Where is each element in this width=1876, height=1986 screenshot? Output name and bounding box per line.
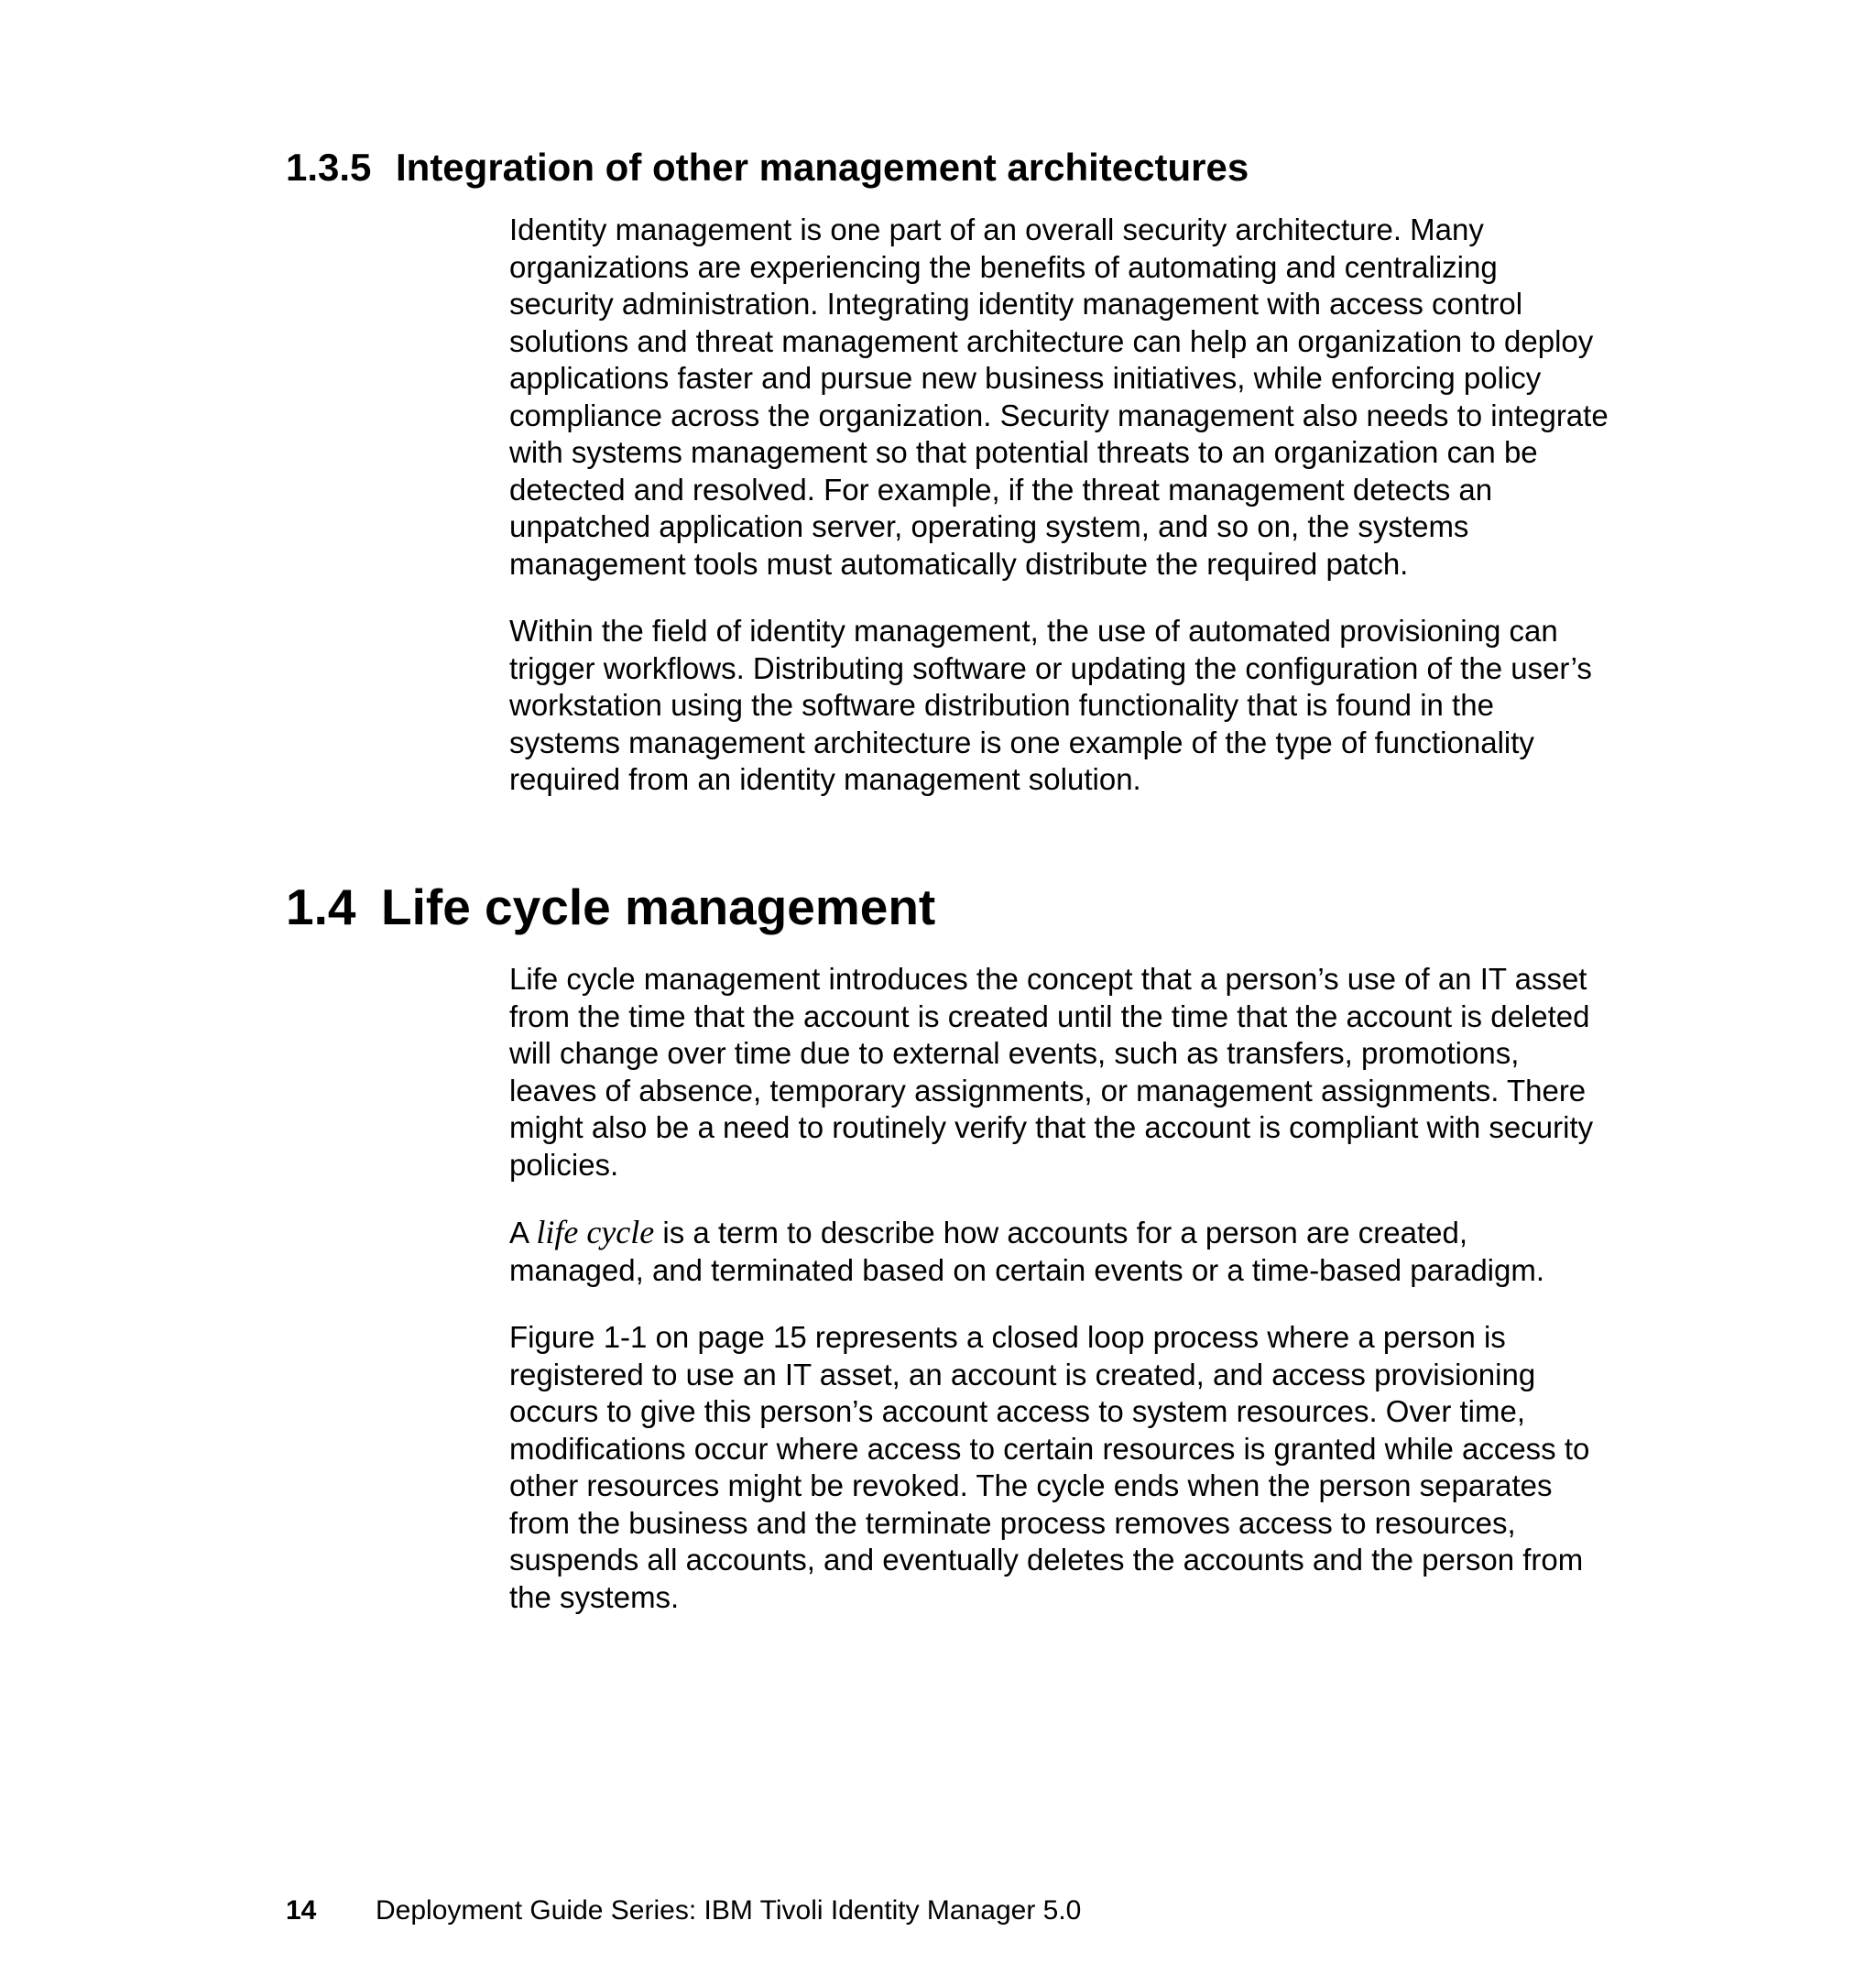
paragraph: Within the field of identity management, the use of automated provisioning can trigger workflows. Distributing software or updating the configuration of the user’s workstation using the software distribution functionality that is found in the systems management architecture is one example of the type of functionality required from an identity management solution. bbox=[509, 614, 1592, 796]
page-number: 14 bbox=[286, 1895, 317, 1926]
section-number: 1.4 bbox=[286, 878, 356, 935]
text-run: is a term to describe how accounts for a person are created, managed, and terminated based on certain events or a time-based paradigm. bbox=[509, 1216, 1545, 1287]
paragraph: Life cycle management introduces the concept that a person’s use of an IT asset from the time that the account is created until the time that the account is deleted will change over time due to external events, such as transfers, promotions, leaves of absence, temporary assignments, or management assignments. There might also be a need to routinely verify that the account is compliant with security policies. bbox=[509, 962, 1594, 1182]
defined-term: life cycle bbox=[536, 1214, 655, 1250]
section-1-4-body bbox=[509, 961, 1609, 1616]
section-1-4-heading bbox=[286, 875, 935, 939]
section-1-3-5-heading bbox=[286, 142, 1249, 193]
paragraph: Identity management is one part of an overall security architecture. Many organizations are experiencing the benefits of automating and centralizing security administration. Integrating identity management with access control solutions and threat management architecture can help an organization to deploy applications faster and pursue new business initiatives, while enforcing policy compliance across the organization. Security management also needs to integrate with systems management so that potential threats to an organization can be detected and resolved. For example, if the threat management detects an unpatched application server, operating system, and so on, the systems management tools must automatically distribute the required patch. bbox=[509, 213, 1609, 581]
section-title: Integration of other management architectures bbox=[396, 146, 1249, 189]
section-1-3-5-body bbox=[509, 212, 1609, 799]
paragraph: Figure 1-1 on page 15 represents a closed loop process where a person is registered to use an IT asset, an account is created, and access provisioning occurs to give this person’s account access to system resources. Over time, modifications occur where access to certain resources is granted while access to other resources might be revoked. The cycle ends when the person separates from the business and the terminate process removes access to resources, suspends all accounts, and eventually deletes the accounts and the person from the systems. bbox=[509, 1320, 1590, 1614]
page-footer bbox=[286, 1893, 1081, 1929]
section-title: Life cycle management bbox=[381, 878, 936, 935]
book-title: Deployment Guide Series: IBM Tivoli Identity Manager 5.0 bbox=[376, 1895, 1082, 1926]
text-run: A bbox=[509, 1216, 537, 1249]
section-number: 1.3.5 bbox=[286, 146, 372, 189]
paragraph-life-cycle-definition bbox=[509, 1214, 1609, 1289]
